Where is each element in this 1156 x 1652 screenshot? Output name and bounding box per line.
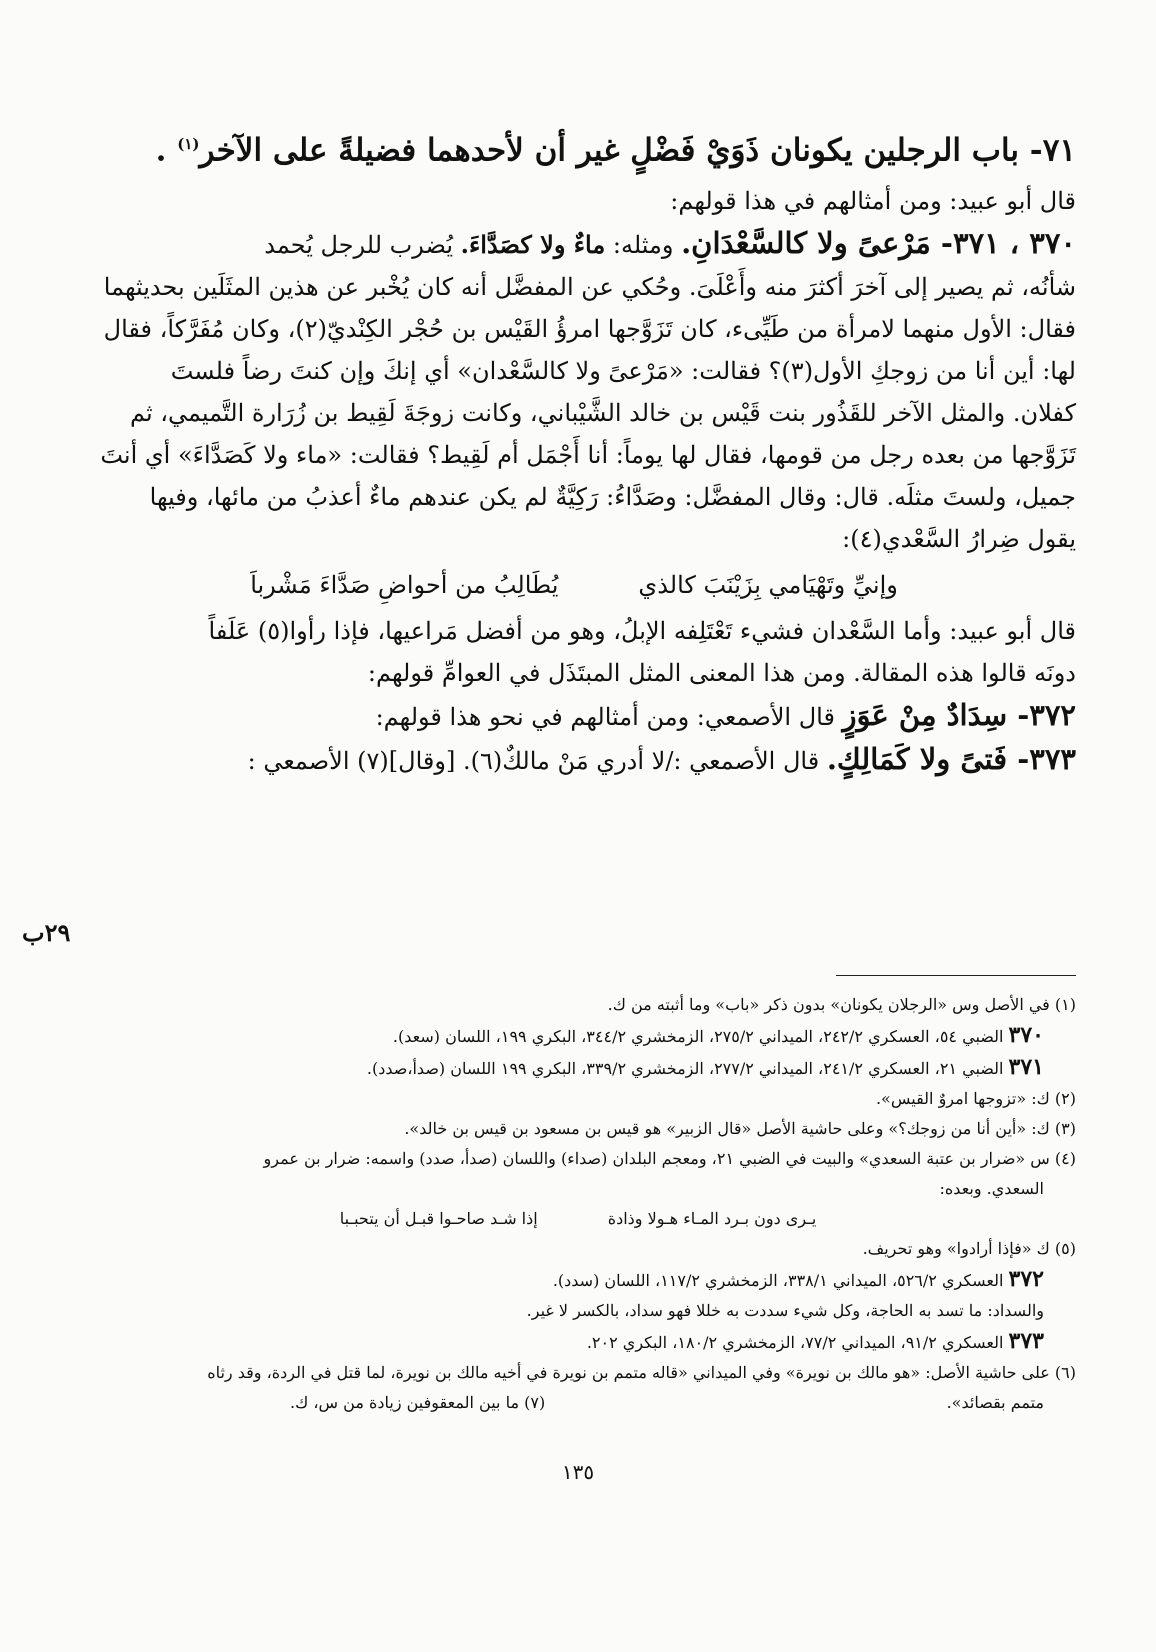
hemistich-second: يُطَالِبُ من أحواضِ صَدَّاءَ مَشْرباَ: [250, 571, 559, 600]
intro-line: قال أبو عبيد: ومن أمثالهم في هذا قولهم:: [670, 187, 1076, 216]
page-number: ١٣٥: [561, 1460, 595, 1484]
footnote: (٥) ك «فإذا أرادوا» وهو تحريف.: [862, 1239, 1076, 1258]
footnotes: [80, 990, 1076, 1418]
chapter-title: ٧١- باب الرجلين يكونان ذَوَيْ فَضْلٍ غير أن لأحدهما فضيلةً على الآخر$^{(١)}$ .: [155, 132, 1076, 169]
footnote: ٣٧٣ العسكري ٩١/٢، الميداني ٧٧/٢، الزمخشري ١٨٠/٢، البكري ٢٠٢.: [586, 1328, 1044, 1354]
text-line: قال أبو عبيد: وأما السَّعْدان فشيء تَعْتَلِفه الإبلُ، وهو من أفضل مَراعيها، فإذا رأوا(٥) عَلَفاً: [208, 617, 1076, 646]
footnote: السعدي. وبعده:: [939, 1179, 1044, 1198]
text-line: جميل، ولستَ مثلَه. قال: وقال المفضَّل: وصَدَّاءُ: رَكِيَّةٌ لم يكن عندهم ماءٌ أعذبُ من مائها، وفيها: [149, 483, 1076, 512]
text-line: لها: أين أنا من زوجكِ الأول(٣)؟ فقالت: «مَرْعىً ولا كالسَّعْدان» أي إنكَ وإن كنتَ رضاً فلستَ: [170, 357, 1076, 386]
footnote: (٢) ك: «تزوجها امروٌ القيس».: [875, 1089, 1076, 1108]
text-line: شأنُه، ثم يصير إلى آخرَ أكثرَ منه وأَعْلَىَ. وحُكي عن المفضَّل أنه كان يُخْبر عن هذين المثَلَين بحديثهما: [103, 273, 1076, 302]
footnote: ٣٧٠ الضبي ٥٤، العسكري ٢٤٢/٢، الميداني ٢٧٥/٢، الزمخشري ٣٤٤/٢، البكري ١٩٩، اللسان (سعد).: [392, 1022, 1044, 1048]
text-line: ٣٧٠ ، ٣٧١- مَرْعىً ولا كالسَّعْدَانِ. ومثله: ماءٌ ولا كصَدَّاءَ. يُضرب للرجل يُحمد: [264, 226, 1076, 261]
footnote: ٣٧٢ العسكري ٥٢٦/٢، الميداني ٣٣٨/١، الزمخشري ١١٧/٢، اللسان (سدد).: [552, 1266, 1044, 1292]
footnote-verse: يـرى دون بـرد المـاء هـولا وذادة إذا شـد صاحـوا قبـل أن يتحبـبا: [339, 1209, 817, 1228]
text-line: دونَه قالوا هذه المقالة. ومن هذا المعنى المثل المبتَذَل في العوامِّ قولهم:: [367, 659, 1076, 688]
text-line: ٣٧٣- فَتىً ولا كَمَالِكٍ. قال الأصمعي :/لا أدري مَنْ مالكٌ(٦). [وقال](٧) الأصمعي :: [247, 742, 1076, 777]
footnote: (٣) ك: «أين أنا من زوجك؟» وعلى حاشية الأصل «قال الزبير» هو قيس بن مسعود بن قيس بن خالد».: [404, 1119, 1076, 1138]
footnote: (٦) على حاشية الأصل: «هو مالك بن نويرة» وفي الميداني «قاله متمم بن نويرة في أخيه مالك بن نويرة، لما قتل في الردة، وقد رثاه: [207, 1363, 1076, 1382]
footnote: ٣٧١ الضبي ٢١، العسكري ٢٤١/٢، الميداني ٢٧٧/٢، الزمخشري ٣٣٩/٢، البكري ١٩٩ اللسان (صدأ،صدد).: [366, 1054, 1044, 1080]
footnote-divider: [836, 975, 1076, 976]
manuscript-folio-marker: ٢٩ب: [22, 918, 71, 947]
footnote-marker: (١): [177, 135, 200, 153]
text-line: فقال: الأول منهما لامرأة من طَيِّىء، كان تَزَوَّجها امرؤُ القَيْس بن حُجْر الكِنْديّ(٢)، وكان مُفَرَّكاً، فقال: [103, 315, 1076, 344]
text-line: كفلان. والمثل الآخر للقَذُور بنت قَيْس بن خالد الشَّيْباني، وكانت زوجَةَ لَقِيط بن زُرَارة التَّميمي، ثم: [130, 399, 1076, 428]
footnote: (١) في الأصل وس «الرجلان يكونان» بدون ذكر «باب» وما أثبته من ك.: [607, 995, 1076, 1014]
paragraph-1: [72, 222, 1076, 560]
text-line: تَزَوَّجها من بعده رجل من قومها، فقال لها يوماً: أنا أَجْمَل أم لَقِيط؟ فقالت: «ماء ولا كَصَدَّاءَ» أي أنتَ: [100, 441, 1076, 470]
text-line: ٣٧٢- سِدَادٌ مِنْ عَوَزٍ قال الأصمعي: ومن أمثالهم في نحو هذا قولهم:: [375, 698, 1076, 733]
footnote: والسداد: ما تسد به الحاجة، وكل شيء سددت به خللا فهو سداد، بالكسر لا غير.: [526, 1301, 1044, 1320]
text-line: يقول ضِرارُ السَّعْدي(٤):: [842, 525, 1076, 554]
poem-verse: [72, 562, 1076, 608]
main-text: [72, 118, 1076, 782]
hemistich-first: وإنيِّ وتَهْيَامي بِزَيْنَبَ كالذي: [638, 571, 898, 600]
footnote-last-line: متمم بقصائد». (٧) ما بين المعقوفين زيادة من س، ك.: [290, 1393, 1044, 1412]
paragraph-2: [72, 610, 1076, 782]
footnote: (٤) س «ضرار بن عتبة السعدي» والبيت في الضبي ٢١، ومعجم البلدان (صداء) واللسان (صدأ، صدد) واسمه: ضرار بن عمرو: [263, 1149, 1076, 1168]
